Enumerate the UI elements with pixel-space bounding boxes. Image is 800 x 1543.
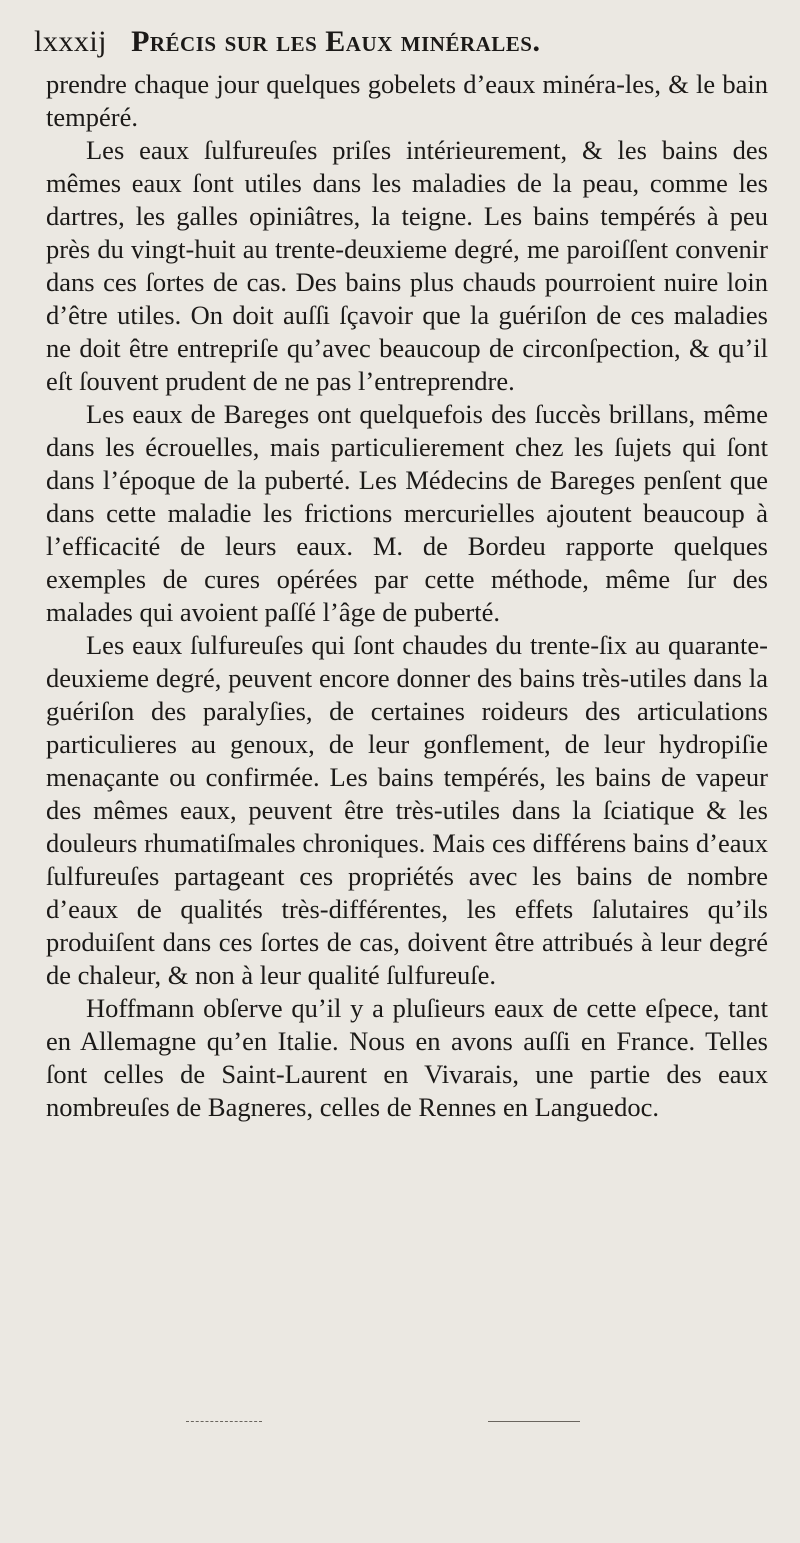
paragraph-continuation: prendre chaque jour quelques gobelets d’eaux minéra-les, & le bain tempéré.: [46, 69, 768, 132]
body-text: [46, 68, 768, 1124]
rule-right: [488, 1421, 580, 1422]
paragraph-hot-sulfur-waters: Les eaux ſulfureuſes qui ſont chaudes du trente-ſix au quarante-deuxieme degré, peuvent encore donner des bains très-utiles dans la guériſon des paralyſies, de certaines roideurs des articulations particulieres au genoux, de leur gonflement, de leur hydropiſie menaçante ou confirmée. Les bains tempérés, les bains de vapeur des mêmes eaux, peuvent être très-utiles dans la ſciatique & les douleurs rhumatiſmales chroniques. Mais ces différens bains d’eaux ſulfureuſes partageant ces propriétés avec les bains de nombre d’eaux de qualités très-différentes, les effets ſalutaires qu’ils produiſent dans ces ſortes de cas, doivent être attribués à leur degré de chaleur, & non à leur qualité ſulfureuſe.: [46, 630, 768, 990]
section-rules: [0, 1418, 800, 1426]
rule-left: [186, 1421, 262, 1422]
paragraph-bareges-waters: Les eaux de Bareges ont quelquefois des ſuccès brillans, même dans les écrouelles, mais particulierement chez les ſujets qui ſont dans l’époque de la puberté. Les Médecins de Bareges penſent que dans cette maladie les frictions mercurielles ajoutent beaucoup à l’efficacité de leurs eaux. M. de Bordeu rapporte quelques exemples de cures opérées par cette méthode, même ſur des malades qui avoient paſſé l’âge de puberté.: [46, 399, 768, 627]
page-number: lxxxij: [34, 25, 108, 58]
paragraph-sulfur-baths-skin: Les eaux ſulfureuſes priſes intérieurement, & les bains des mêmes eaux ſont utiles dans les maladies de la peau, comme les dartres, les galles opiniâtres, la teigne. Les bains tempérés à peu près du vingt-huit au trente-deuxieme degré, me paroiſſent convenir dans ces ſortes de cas. Des bains plus chauds pourroient nuire loin d’être utiles. On doit auſſi ſçavoir que la guériſon de ces maladies ne doit être entrepriſe qu’avec beaucoup de circonſpection, & qu’il eſt ſouvent prudent de ne pas l’entreprendre.: [46, 135, 768, 396]
running-title: Précis sur les Eaux minérales.: [131, 25, 541, 58]
running-head: [34, 24, 794, 59]
paragraph-hoffmann: Hoffmann obſerve qu’il y a pluſieurs eaux de cette eſpece, tant en Allemagne qu’en Italie. Nous en avons auſſi en France. Telles ſont celles de Saint-Laurent en Vivarais, une partie des eaux nombreuſes de Bagneres, celles de Rennes en Languedoc.: [46, 993, 768, 1122]
